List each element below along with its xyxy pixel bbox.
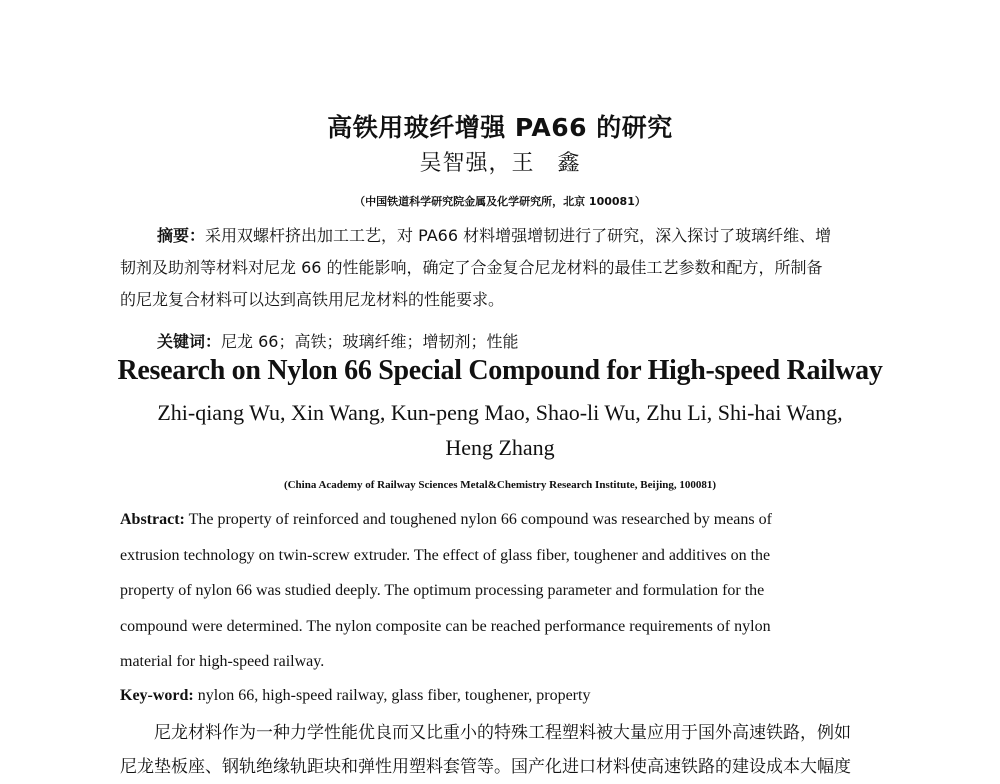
keywords-cn-label: 关键词： bbox=[157, 332, 222, 351]
keywords-en-label: Key-word: bbox=[120, 687, 194, 704]
keywords-en bbox=[120, 678, 895, 714]
abstract-en bbox=[120, 502, 895, 680]
abstract-cn-label: 摘要： bbox=[157, 226, 206, 245]
authors-en-line-2: Heng Zhang bbox=[445, 435, 555, 460]
abstract-en-line-2: extrusion technology on twin-screw extruder. The effect of glass fiber, toughener and additives on the bbox=[120, 546, 771, 564]
body-cn-line-2: 尼龙垫板座、钢轨绝缘轨距块和弹性用塑料套管等。国产化进口材料使高速铁路的建设成本大幅度 bbox=[120, 757, 851, 777]
body-cn-line-1: 尼龙材料作为一种力学性能优良而又比重小的特殊工程塑料被大量应用于国外高速铁路，例如 bbox=[154, 723, 851, 743]
abstract-cn-line-1 bbox=[120, 220, 895, 252]
abstract-en-line-3: property of nylon 66 was studied deeply. The optimum processing parameter and formulation for the bbox=[120, 582, 765, 599]
body-text-cn bbox=[120, 716, 895, 784]
affiliation-cn: （中国铁道科学研究院金属及化学研究所，北京 100081） bbox=[354, 195, 646, 208]
abstract-en-line-5: material for high-speed railway. bbox=[120, 653, 325, 670]
keywords-en-text: nylon 66, high-speed railway, glass fiber, toughener, property bbox=[197, 687, 591, 704]
abstract-en-line-1 bbox=[120, 502, 895, 538]
authors-cn: 吴智强，王 鑫 bbox=[419, 151, 581, 176]
paper-title-cn: 高铁用玻纤增强 PA66 的研究 bbox=[327, 113, 673, 142]
abstract-cn bbox=[120, 220, 895, 316]
abstract-cn-line-2: 韧剂及助剂等材料对尼龙 66 的性能影响，确定了合金复合尼龙材料的最佳工艺参数和配方，所制备 bbox=[120, 258, 823, 277]
affiliation-en: (China Academy of Railway Sciences Metal&Chemistry Research Institute, Beijing, 100081) bbox=[283, 479, 717, 491]
abstract-en-line-4: compound were determined. The nylon composite can be reached performance requirements of nylon bbox=[120, 617, 771, 635]
abstract-cn-text: 采用双螺杆挤出加工工艺，对 PA66 材料增强增韧进行了研究，深入探讨了玻璃纤维、增 bbox=[205, 226, 832, 245]
abstract-en-label: Abstract: bbox=[120, 511, 185, 528]
keywords-cn-text: 尼龙 66；高铁；玻璃纤维；增韧剂；性能 bbox=[221, 332, 519, 351]
abstract-cn-line-3: 的尼龙复合材料可以达到高铁用尼龙材料的性能要求。 bbox=[120, 290, 505, 309]
paper-title-en: Research on Nylon 66 Special Compound for High-speed Railway bbox=[117, 355, 883, 386]
abstract-en-text: The property of reinforced and toughened nylon 66 compound was researched by means of bbox=[188, 511, 772, 528]
keywords-cn bbox=[120, 326, 932, 358]
authors-en-line-1: Zhi-qiang Wu, Xin Wang, Kun-peng Mao, Shao-li Wu, Zhu Li, Shi-hai Wang, bbox=[157, 400, 843, 425]
